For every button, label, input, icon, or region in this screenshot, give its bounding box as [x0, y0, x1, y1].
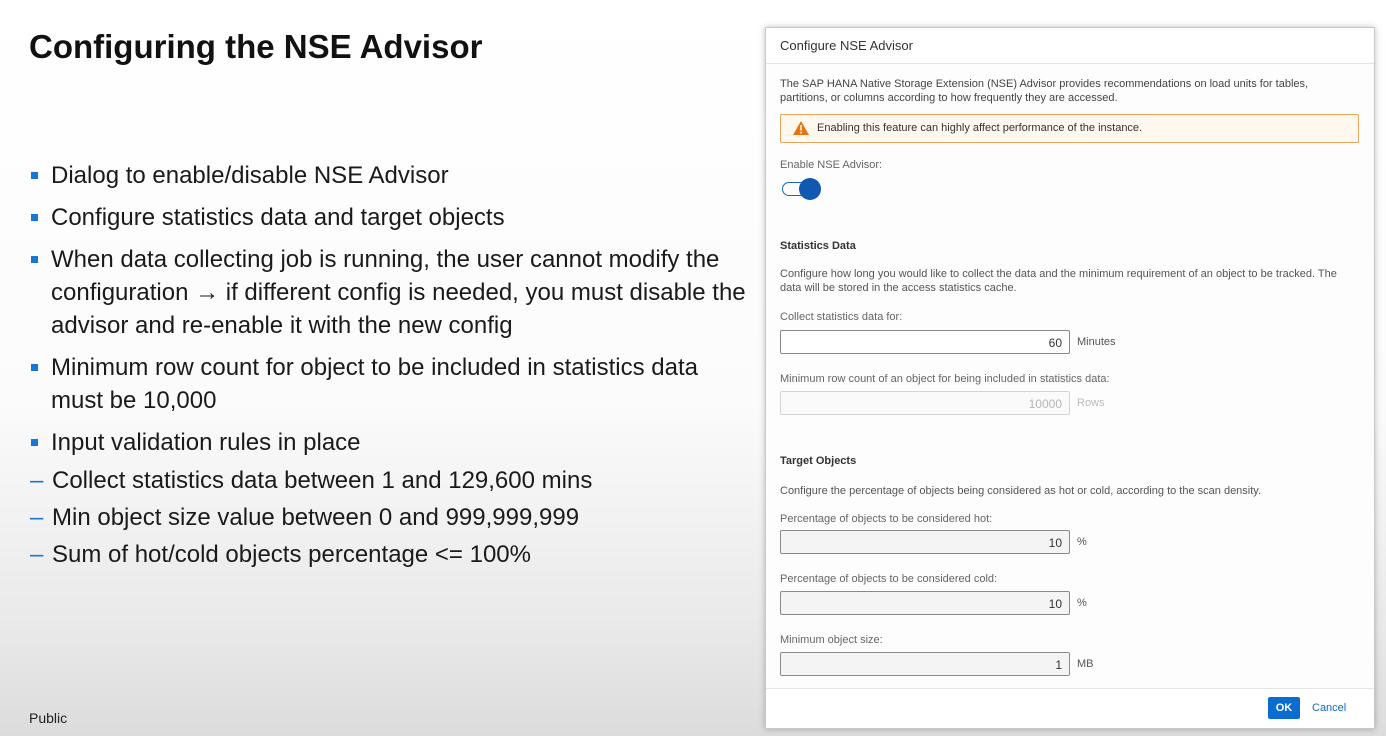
- dialog-description: The SAP HANA Native Storage Extension (NSE) Advisor provides recommendations on load units for tables, partitions, or columns according to how frequently they are accessed.: [780, 78, 1309, 104]
- sub-bullet-item: [30, 536, 750, 573]
- dialog-footer: [766, 688, 1374, 728]
- min-object-size-label: Minimum object size:: [780, 634, 883, 646]
- hot-percentage-label: Percentage of objects to be considered hot:: [780, 513, 993, 525]
- sub-bullet-list: [30, 462, 750, 573]
- statistics-data-description: Configure how long you would like to collect the data and the minimum requirement of an object to be tracked. The data will be stored in the access statistics cache.: [780, 268, 1337, 294]
- dash-marker: –: [30, 541, 44, 568]
- min-row-count-label: Minimum row count of an object for being included in statistics data:: [780, 373, 1110, 385]
- min-row-count-input: 10000: [780, 391, 1070, 415]
- enable-nse-advisor-label: Enable NSE Advisor:: [780, 159, 883, 171]
- collect-statistics-label: Collect statistics data for:: [780, 311, 903, 323]
- collect-statistics-input[interactable]: 60: [780, 330, 1070, 354]
- min-object-size-unit: MB: [1077, 658, 1094, 670]
- dash-marker: –: [30, 467, 44, 494]
- hot-percentage-input[interactable]: 10: [780, 530, 1070, 554]
- bullet-item: [30, 426, 750, 573]
- bullet-item: [30, 201, 750, 234]
- cold-percentage-label: Percentage of objects to be considered cold:: [780, 573, 998, 585]
- target-objects-title: Target Objects: [780, 455, 857, 467]
- warning-text: Enabling this feature can highly affect performance of the instance.: [817, 122, 1143, 134]
- ok-button[interactable]: OK: [1268, 697, 1300, 719]
- sub-bullet-text: Min object size value between 0 and 999,999,999: [52, 504, 580, 531]
- bullet-marker: [31, 364, 38, 371]
- bullet-marker: [31, 172, 38, 179]
- dash-marker: –: [30, 504, 44, 531]
- slide-title: Configuring the NSE Advisor: [29, 28, 483, 65]
- hot-percentage-unit: %: [1077, 536, 1087, 548]
- sub-bullet-item: [30, 462, 750, 499]
- bullet-text: Minimum row count for object to be included in statistics data must be 10,000: [51, 354, 698, 414]
- warning-message-strip: [780, 114, 1359, 143]
- switch-knob: [799, 178, 821, 200]
- bullet-marker: [31, 214, 38, 221]
- bullet-text: When data collecting job is running, the user cannot modify the configuration → if different config is needed, you must disable the advisor and re-enable it with the new config: [51, 246, 746, 339]
- sub-bullet-item: [30, 499, 750, 536]
- min-row-count-unit: Rows: [1077, 397, 1105, 409]
- bullet-item: [30, 243, 750, 342]
- statistics-data-title: Statistics Data: [780, 240, 856, 252]
- cold-percentage-unit: %: [1077, 597, 1087, 609]
- bullet-text: Configure statistics data and target objects: [51, 204, 505, 231]
- bullet-marker: [31, 439, 38, 446]
- cancel-button[interactable]: Cancel: [1312, 702, 1347, 714]
- min-object-size-input[interactable]: 1: [780, 652, 1070, 676]
- warning-triangle-icon: [793, 121, 809, 135]
- dialog-title: Configure NSE Advisor: [766, 28, 1374, 64]
- cold-percentage-input[interactable]: 10: [780, 591, 1070, 615]
- configure-nse-advisor-dialog: [765, 27, 1375, 729]
- sub-bullet-text: Collect statistics data between 1 and 129,600 mins: [52, 467, 593, 494]
- collect-statistics-unit: Minutes: [1077, 336, 1116, 348]
- target-objects-description: Configure the percentage of objects being considered as hot or cold, according to the scan density.: [780, 485, 1262, 497]
- bullet-text: Input validation rules in place: [51, 429, 361, 456]
- sub-bullet-text: Sum of hot/cold objects percentage <= 100%: [52, 541, 531, 568]
- bullet-item: [30, 351, 750, 417]
- bullet-text: Dialog to enable/disable NSE Advisor: [51, 162, 449, 189]
- bullet-marker: [31, 256, 38, 263]
- bullet-item: [30, 159, 750, 192]
- footer-classification: Public: [29, 710, 68, 726]
- enable-nse-advisor-switch[interactable]: [782, 178, 822, 200]
- bullet-list: [30, 159, 750, 582]
